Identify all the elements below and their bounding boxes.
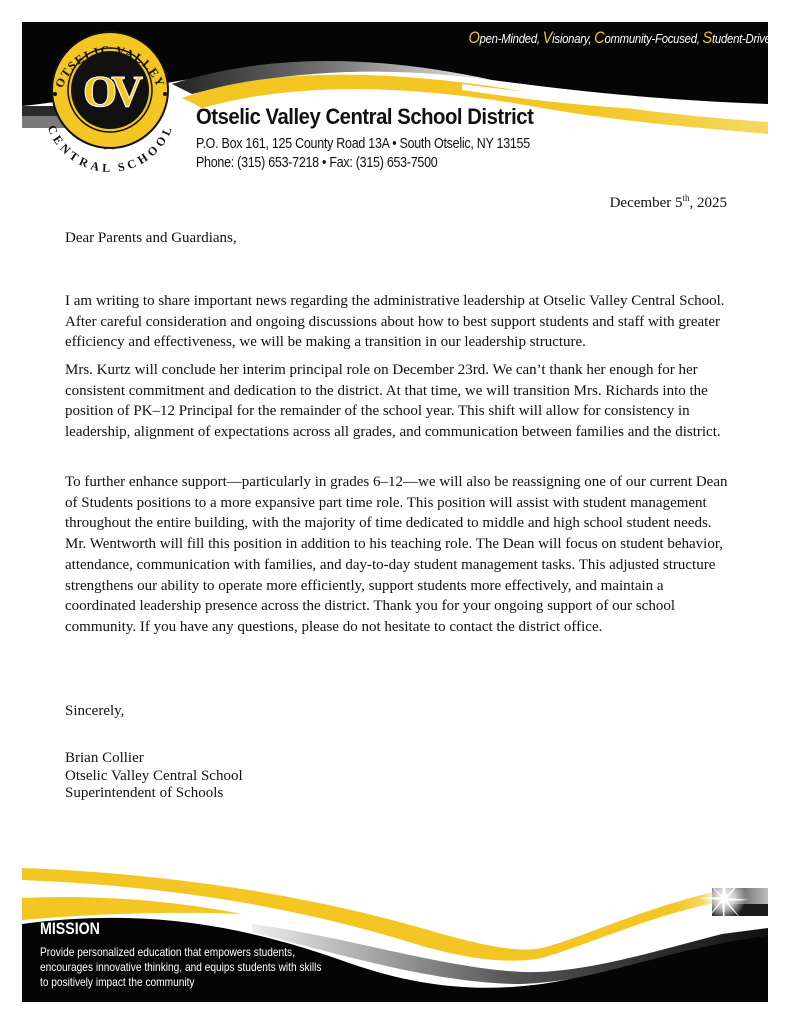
district-name: Otselic Valley Central School District — [196, 104, 534, 129]
mission-statement — [40, 945, 350, 990]
mission-line: Provide personalized education that empowers students, — [40, 945, 295, 959]
mission-line: to positively impact the community — [40, 975, 195, 989]
body-paragraph: Mrs. Kurtz will conclude her interim principal role on December 23rd. We can’t thank her enough for her consistent commitment and dedication to the district. At that time, we will transition Mrs. Richards into the position of PK–12 Principal for the remainder of the school year. This shift will allow for consistency in leadership, alignment of expectations across all grades, and communication between families and the district. — [65, 362, 721, 441]
tagline-initial: V — [542, 28, 553, 47]
signer-name: Brian Collier — [65, 750, 144, 766]
body-paragraph: I am writing to share important news regarding the administrative leadership at Otselic Valley Central School. After careful consideration and ongoing discussions about how to best support students and staff with greater efficiency and effectiveness, we will be making a transition in our leadership structure. — [65, 293, 725, 351]
tagline-word: isionary, — [552, 31, 595, 46]
signer-title: Superintendent of Schools — [65, 785, 224, 801]
sparkle-icon — [698, 870, 750, 928]
district-address: P.O. Box 161, 125 County Road 13A • South Otselic, NY 13155 — [196, 136, 530, 152]
tagline-initial: C — [594, 28, 605, 47]
salutation: Dear Parents and Guardians, — [65, 230, 237, 246]
signature-block — [65, 750, 243, 803]
tagline-word: pen-Minded, — [479, 31, 543, 46]
date-ordinal: th — [682, 193, 690, 203]
date-day: December 5 — [609, 195, 683, 211]
mission-title: MISSION — [40, 920, 100, 938]
closing: Sincerely, — [65, 703, 125, 719]
tagline-initial: O — [468, 28, 480, 47]
signer-organization: Otselic Valley Central School — [65, 767, 243, 784]
tagline-word: tudent-Driven — [712, 31, 777, 46]
date-year: , 2025 — [689, 195, 727, 211]
district-phone: Phone: (315) 653-7218 • Fax: (315) 653-7500 — [196, 155, 438, 171]
body-paragraph: To further enhance support—particularly in grades 6–12—we will also be reassigning one of our current Dean of Students positions to a more expansive part time role. This position will assist with student management throughout the entire building, with the majority of time dedicated to middle and high school student needs. Mr. Wentworth will fill this position in addition to his teaching role. The Dean will focus on student behavior, attendance, communication with families, and day-to-day student management tasks. This adjusted structure strengthens our ability to operate more efficiently, support students more effectively, and maintain a coordinated leadership presence across the district. Thank you for your ongoing support of our school community. If you have any questions, please do not hesitate to contact the district office. — [65, 474, 728, 635]
school-seal-logo — [34, 22, 186, 186]
mission-line: encourages innovative thinking, and equips students with skills — [40, 960, 322, 974]
seal-top-text: OTSELIC VALLEY — [52, 42, 168, 90]
header-tagline — [468, 28, 777, 48]
tagline-word: ommunity-Focused, — [604, 31, 703, 46]
seal-monogram: OV — [83, 67, 137, 116]
letter-date — [610, 195, 727, 212]
seal-bottom-text: CENTRAL SCHOOL — [44, 123, 176, 176]
tagline-initial: S — [702, 28, 713, 47]
